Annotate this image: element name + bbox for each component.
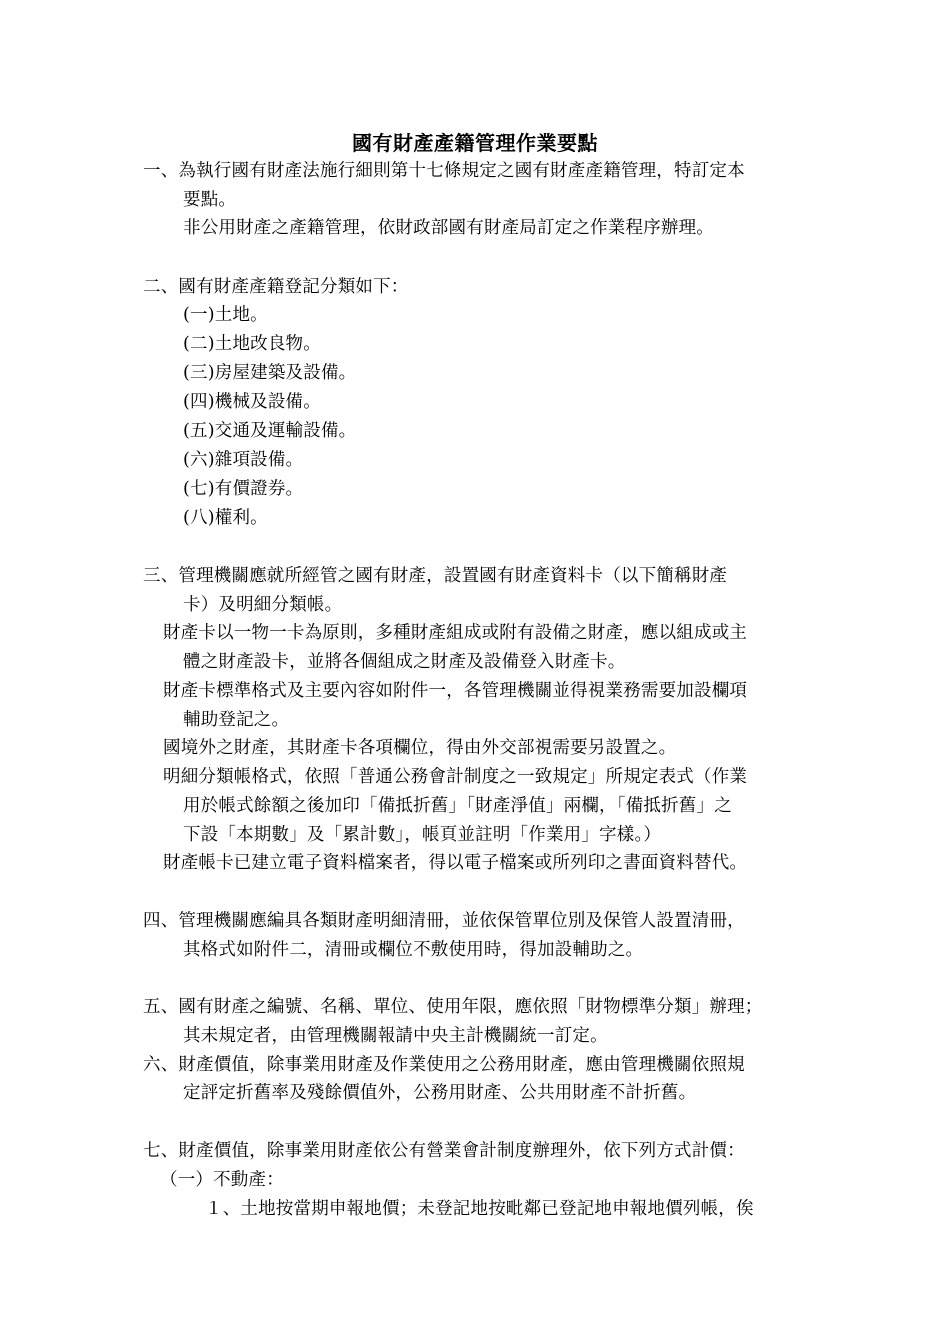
- text-line: 明細分類帳格式，依照「普通公務會計制度之一致規定」所規定表式（作業: [163, 767, 748, 787]
- text-line: １、土地按當期申報地價；未登記地按毗鄰已登記地申報地價列帳，俟: [205, 1199, 754, 1219]
- text-line: (六)雜項設備。: [183, 450, 304, 470]
- text-line: 四、管理機關應編具各類財產明細清冊，並依保管單位別及保管人設置清冊，: [143, 911, 745, 931]
- text-line: 財產卡標準格式及主要內容如附件一，各管理機關並得視業務需要加設欄項: [163, 681, 748, 701]
- text-line: 六、財產價值，除事業用財產及作業使用之公務用財產，應由管理機關依照規: [143, 1055, 745, 1075]
- text-line: 七、財產價值，除事業用財產依公有營業會計制度辦理外，依下列方式計價：: [143, 1141, 745, 1161]
- text-line: 財產帳卡已建立電子資料檔案者，得以電子檔案或所列印之書面資料替代。: [163, 853, 748, 873]
- text-line: 五、國有財產之編號、名稱、單位、使用年限，應依照「財物標準分類」辦理；: [143, 997, 763, 1017]
- text-line: 定評定折舊率及殘餘價值外，公務用財產、公共用財產不計折舊。: [183, 1083, 697, 1103]
- text-line: (五)交通及運輸設備。: [183, 421, 357, 441]
- text-line: 輔助登記之。: [183, 710, 290, 730]
- text-line: (七)有價證券。: [183, 479, 304, 499]
- text-line: 下設「本期數」及「累計數」，帳頁並註明「作業用」字樣。）: [183, 825, 662, 845]
- text-line: 二、國有財產產籍登記分類如下：: [143, 277, 409, 297]
- text-line: 卡）及明細分類帳。: [183, 595, 343, 615]
- text-line: 體之財產設卡，並將各個組成之財產及設備登入財產卡。: [183, 652, 626, 672]
- document-title: 國有財產產籍管理作業要點: [352, 131, 598, 155]
- text-line: (三)房屋建築及設備。: [183, 363, 357, 383]
- text-line: 非公用財產之產籍管理，依財政部國有財產局訂定之作業程序辦理。: [183, 218, 714, 238]
- text-line: (一)土地。: [183, 305, 268, 325]
- text-line: 國境外之財產，其財產卡各項欄位，得由外交部視需要另設置之。: [163, 738, 677, 758]
- text-line: （一）不動產：: [160, 1170, 284, 1190]
- text-line: 用於帳式餘額之後加印「備抵折舊」「財產淨值」兩欄，「備抵折舊」之: [183, 796, 732, 816]
- text-line: 三、管理機關應就所經管之國有財產，設置國有財產資料卡（以下簡稱財產: [143, 566, 728, 586]
- text-line: 其格式如附件二，清冊或欄位不敷使用時，得加設輔助之。: [183, 940, 644, 960]
- text-line: (四)機械及設備。: [183, 392, 321, 412]
- text-line: (二)土地改良物。: [183, 334, 321, 354]
- text-line: 財產卡以一物一卡為原則，多種財產組成或附有設備之財產，應以組成或主: [163, 623, 748, 643]
- text-line: 要點。: [183, 190, 237, 210]
- text-line: (八)權利。: [183, 508, 268, 528]
- text-line: 一、為執行國有財產法施行細則第十七條規定之國有財產產籍管理，特訂定本: [143, 161, 745, 181]
- text-line: 其未規定者，由管理機關報請中央主計機關統一訂定。: [183, 1026, 608, 1046]
